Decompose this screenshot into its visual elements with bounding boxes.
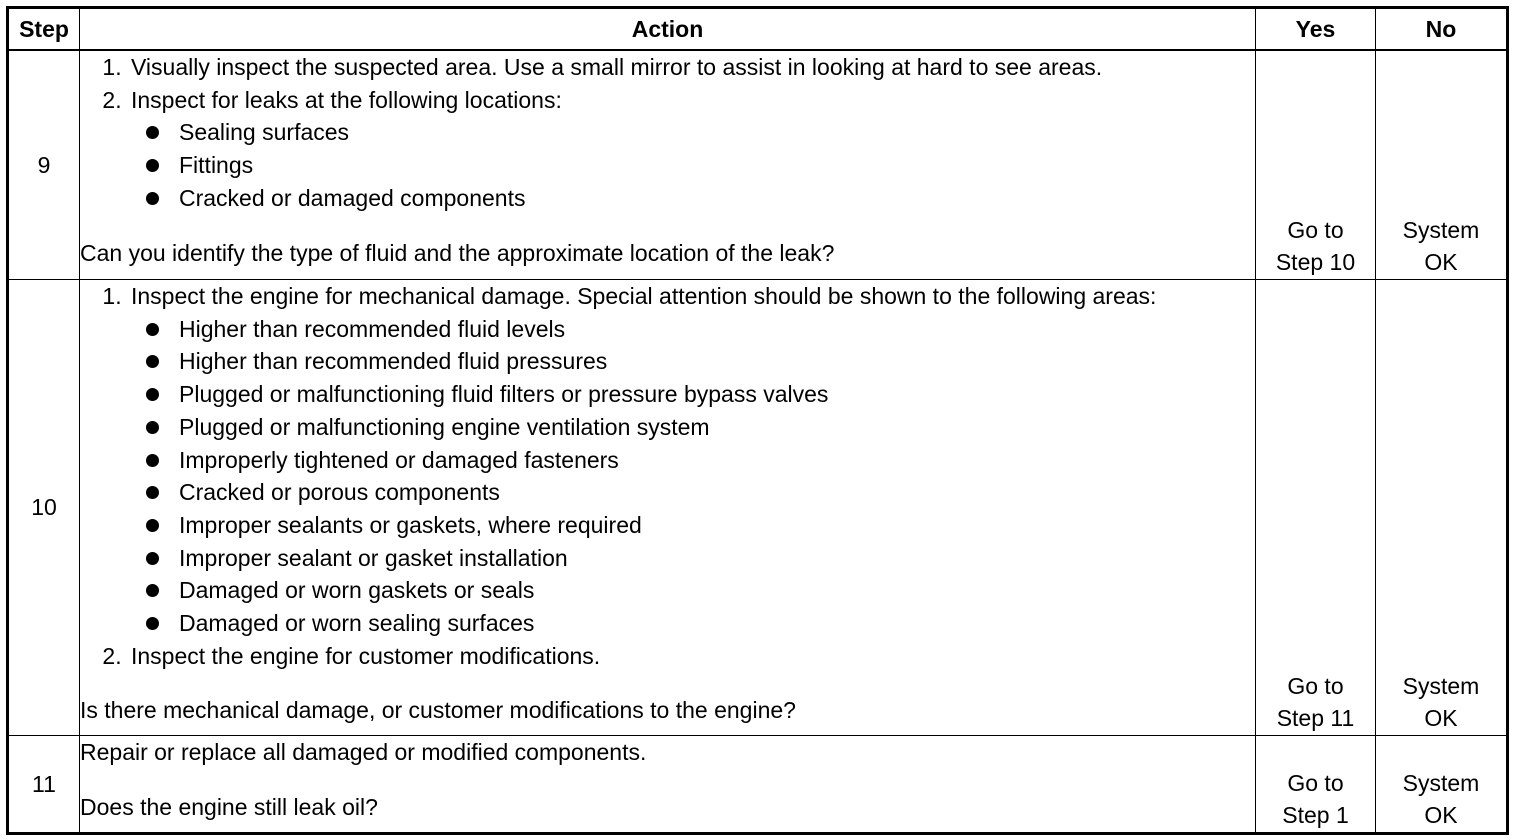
step-number: 10 — [8, 280, 80, 736]
action-list — [80, 280, 1255, 672]
bullet-item — [179, 149, 1255, 182]
action-text: Inspect for leaks at the following locations: — [131, 86, 562, 113]
bullet-item — [179, 476, 1255, 509]
bullet-icon — [146, 584, 159, 597]
bullet-icon — [146, 617, 159, 630]
bullet-text: Fittings — [179, 152, 254, 179]
action-text: Visually inspect the suspected area. Use a small mirror to assist in looking at hard to see areas. — [131, 54, 1103, 80]
action-cell — [80, 280, 1256, 736]
bullet-text: Higher than recommended fluid levels — [179, 315, 566, 342]
bullet-item — [179, 607, 1255, 640]
bullet-text: Damaged or worn sealing surfaces — [179, 610, 535, 637]
header-no: No — [1376, 8, 1508, 51]
bullet-item — [179, 313, 1255, 346]
bullet-text: Sealing surfaces — [179, 119, 350, 146]
bullet-list — [131, 313, 1255, 640]
no-line: System — [1402, 672, 1480, 699]
yes-line: Go to — [1287, 216, 1344, 243]
bullet-icon — [146, 552, 159, 565]
bullet-text: Improper sealant or gasket installation — [179, 544, 568, 571]
yes-cell — [1256, 736, 1376, 834]
bullet-text: Plugged or malfunctioning fluid filters or pressure bypass valves — [179, 381, 829, 408]
bullet-text: Damaged or worn gaskets or seals — [179, 577, 535, 604]
action-cell — [80, 736, 1256, 834]
bullet-item — [179, 411, 1255, 444]
bullet-item — [179, 574, 1255, 607]
step-number: 9 — [8, 50, 80, 280]
bullet-item — [179, 345, 1255, 378]
bullet-icon — [146, 454, 159, 467]
no-cell — [1376, 50, 1508, 280]
no-line: OK — [1424, 802, 1458, 829]
list-item — [128, 84, 1255, 215]
yes-cell — [1256, 280, 1376, 736]
bullet-item — [179, 444, 1255, 477]
statement-text: Repair or replace all damaged or modified components. — [80, 739, 647, 765]
header-yes: Yes — [1256, 8, 1376, 51]
yes-line: Go to — [1287, 769, 1344, 796]
bullet-icon — [146, 421, 159, 434]
step-number: 11 — [8, 736, 80, 834]
bullet-text: Improperly tightened or damaged fasteners — [179, 446, 619, 473]
bullet-item — [179, 182, 1255, 215]
question-text: Can you identify the type of fluid and the approximate location of the leak? — [80, 239, 835, 266]
bullet-item — [179, 378, 1255, 411]
yes-line: Go to — [1287, 672, 1344, 699]
bullet-icon — [146, 519, 159, 532]
list-item — [128, 51, 1255, 84]
no-line: OK — [1424, 705, 1458, 732]
bullet-text: Cracked or porous components — [179, 479, 500, 506]
bullet-item — [179, 509, 1255, 542]
no-cell — [1376, 736, 1508, 834]
bullet-text: Plugged or malfunctioning engine ventilation system — [179, 413, 710, 440]
header-step: Step — [8, 8, 80, 51]
bullet-text: Cracked or damaged components — [179, 184, 526, 211]
table-row — [8, 280, 1508, 736]
action-text: Inspect the engine for customer modifications. — [131, 642, 601, 669]
table-row — [8, 50, 1508, 280]
no-cell — [1376, 280, 1508, 736]
bullet-icon — [146, 486, 159, 499]
bullet-text: Improper sealants or gaskets, where required — [179, 511, 642, 538]
no-line: System — [1402, 769, 1480, 796]
no-line: OK — [1424, 249, 1458, 276]
table-row — [8, 736, 1508, 834]
yes-line: Step 1 — [1282, 802, 1349, 829]
list-item — [128, 640, 1255, 673]
bullet-item — [179, 116, 1255, 149]
bullet-text: Higher than recommended fluid pressures — [179, 348, 608, 375]
header-action: Action — [80, 8, 1256, 51]
bullet-list — [131, 116, 1255, 214]
bullet-icon — [146, 388, 159, 401]
yes-line: Step 11 — [1276, 705, 1355, 732]
action-cell — [80, 50, 1256, 280]
diagnostic-table — [6, 6, 1509, 835]
header-row — [8, 8, 1508, 51]
question-text: Does the engine still leak oil? — [80, 793, 378, 820]
bullet-icon — [146, 355, 159, 368]
question-text: Is there mechanical damage, or customer modifications to the engine? — [80, 697, 796, 724]
bullet-icon — [146, 159, 159, 172]
action-text: Inspect the engine for mechanical damage. Special attention should be shown to the following areas: — [131, 283, 1157, 309]
list-item — [128, 280, 1255, 640]
yes-cell — [1256, 50, 1376, 280]
bullet-icon — [146, 323, 159, 336]
bullet-icon — [146, 192, 159, 205]
bullet-item — [179, 542, 1255, 575]
yes-line: Step 10 — [1275, 249, 1356, 276]
bullet-icon — [146, 126, 159, 139]
no-line: System — [1402, 216, 1480, 243]
action-list — [80, 51, 1255, 215]
